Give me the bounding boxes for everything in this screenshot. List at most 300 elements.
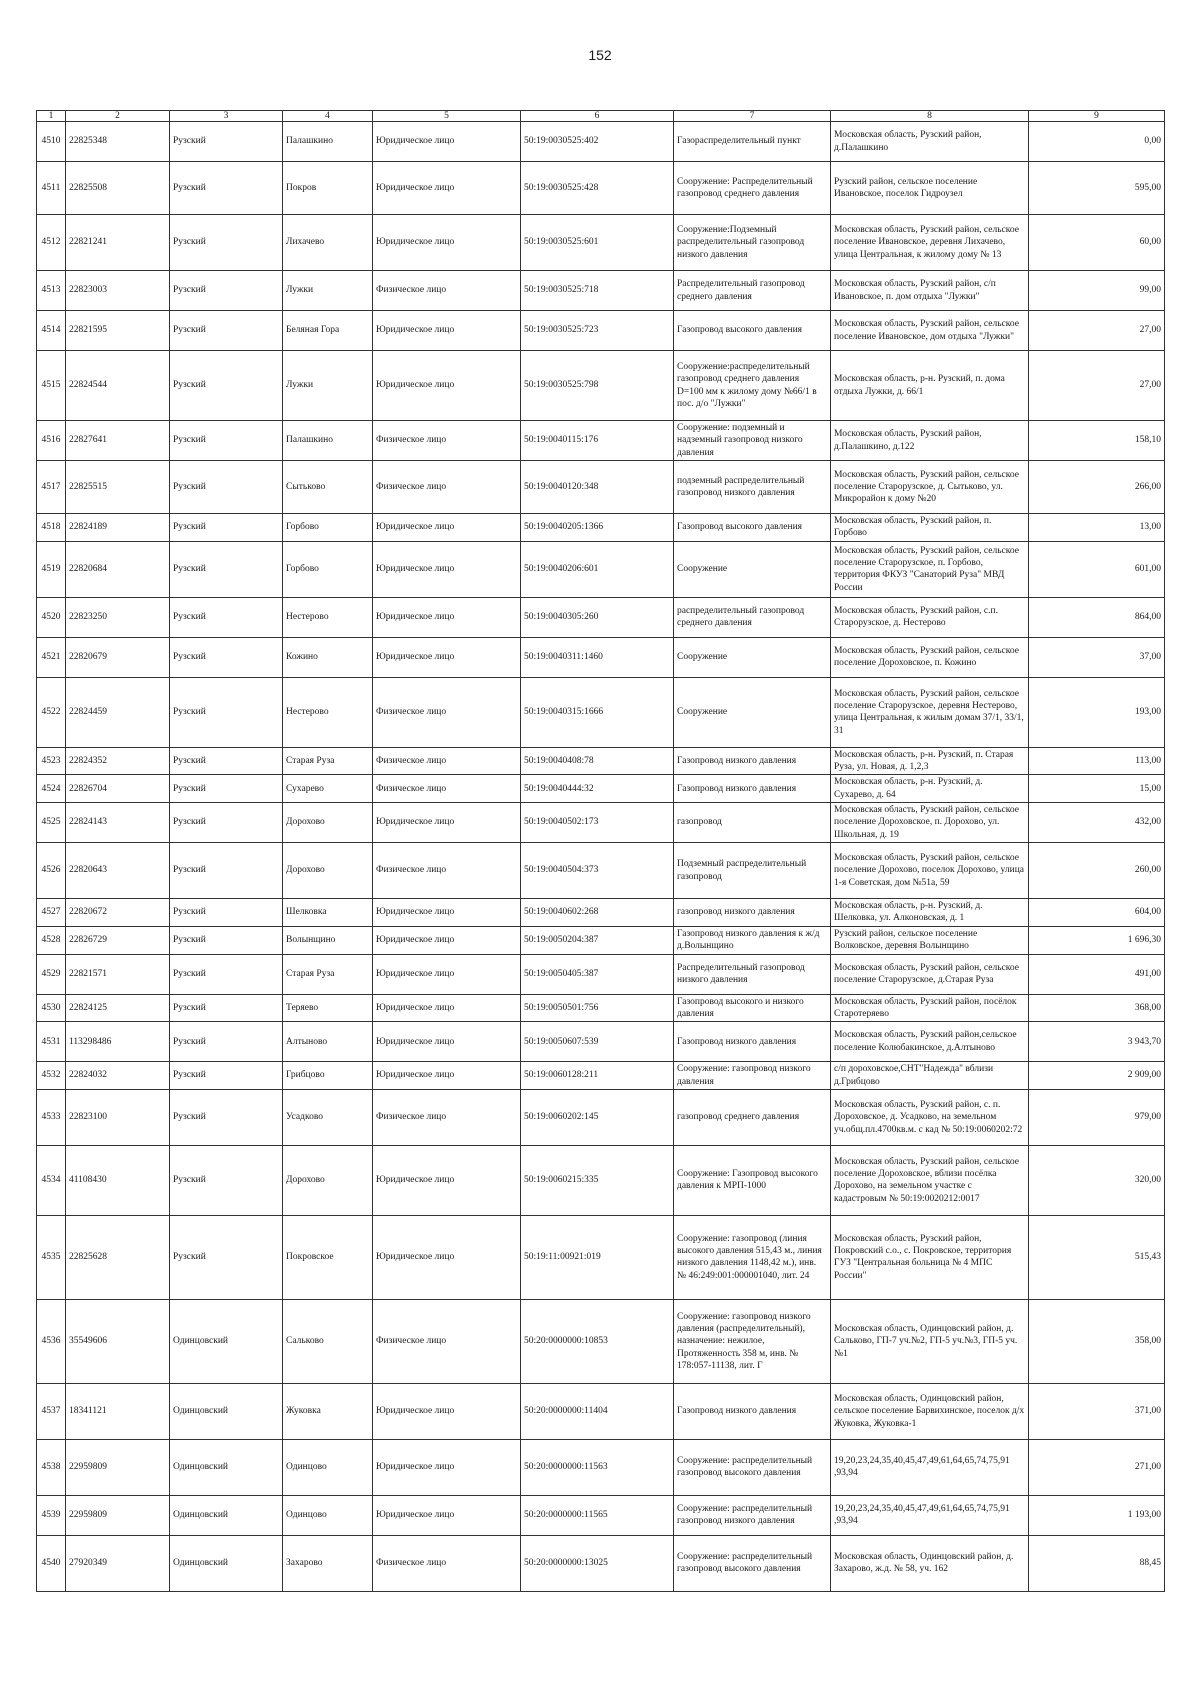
table-row — [37, 803, 1165, 843]
address-cell: Московская область, Рузский район, посёлок Старотеряево — [831, 994, 1029, 1022]
district-cell: Рузский — [170, 215, 283, 271]
district-cell: Рузский — [170, 899, 283, 927]
cadastral-number-cell: 50:19:0040602:268 — [521, 899, 674, 927]
table-row — [37, 1022, 1165, 1062]
address-cell: Московская область, Одинцовский район, д. Сальково, ГП-7 уч.№2, ГП-5 уч.№3, ГП-5 уч.№1 — [831, 1299, 1029, 1383]
table-row — [37, 843, 1165, 899]
owner-type-cell: Физическое лицо — [373, 461, 521, 514]
district-cell: Рузский — [170, 162, 283, 215]
table-row — [37, 351, 1165, 421]
row-number-cell: 4516 — [37, 421, 66, 461]
locality-cell: Нестерово — [283, 677, 373, 747]
district-cell: Рузский — [170, 994, 283, 1022]
cadastral-number-cell: 50:19:0030525:718 — [521, 271, 674, 311]
page-number: 152 — [588, 47, 612, 63]
length-cell: 3 943,70 — [1029, 1022, 1165, 1062]
cadastral-number-cell: 50:19:0040206:601 — [521, 541, 674, 597]
row-number-cell: 4511 — [37, 162, 66, 215]
length-cell: 368,00 — [1029, 994, 1165, 1022]
district-cell: Одинцовский — [170, 1383, 283, 1439]
owner-type-cell: Юридическое лицо — [373, 215, 521, 271]
owner-type-cell: Физическое лицо — [373, 775, 521, 803]
address-cell: Московская область, Рузский район, сельское поселение Старорузское, д. Сытьково, ул. Микрорайон к дому №20 — [831, 461, 1029, 514]
length-cell: 358,00 — [1029, 1299, 1165, 1383]
object-id-cell: 22823250 — [66, 597, 170, 637]
cadastral-number-cell: 50:19:0030525:723 — [521, 311, 674, 351]
object-id-cell: 22823003 — [66, 271, 170, 311]
locality-cell: Дорохово — [283, 1145, 373, 1215]
locality-cell: Нестерово — [283, 597, 373, 637]
owner-type-cell: Юридическое лицо — [373, 541, 521, 597]
column-number: 2 — [66, 111, 170, 122]
object-description-cell: Газопровод низкого давления — [674, 747, 831, 775]
cadastral-number-cell: 50:19:0040444:32 — [521, 775, 674, 803]
owner-type-cell: Юридическое лицо — [373, 954, 521, 994]
object-id-cell: 35549606 — [66, 1299, 170, 1383]
object-description-cell: Распределительный газопровод среднего давления — [674, 271, 831, 311]
length-cell: 864,00 — [1029, 597, 1165, 637]
object-description-cell: Сооружение: распределительный газопровод высокого давления — [674, 1439, 831, 1495]
owner-type-cell: Юридическое лицо — [373, 926, 521, 954]
length-cell: 266,00 — [1029, 461, 1165, 514]
locality-cell: Теряево — [283, 994, 373, 1022]
address-cell: Московская область, Рузский район, д.Палашкино, д.122 — [831, 421, 1029, 461]
address-cell: Московская область, Рузский район, с.п. Старорузское, д. Нестерово — [831, 597, 1029, 637]
table-row — [37, 162, 1165, 215]
district-cell: Рузский — [170, 843, 283, 899]
owner-type-cell: Физическое лицо — [373, 421, 521, 461]
address-cell: Московская область, Одинцовский район, сельское поселение Барвихинское, поселок д/х Жуковка, Жуковка-1 — [831, 1383, 1029, 1439]
object-description-cell: Газопровод низкого давления — [674, 1022, 831, 1062]
object-description-cell: Сооружение — [674, 541, 831, 597]
cadastral-number-cell: 50:20:0000000:13025 — [521, 1535, 674, 1591]
district-cell: Рузский — [170, 954, 283, 994]
table-row — [37, 514, 1165, 542]
object-description-cell: Газопровод низкого давления — [674, 775, 831, 803]
address-cell: Московская область, Рузский район, д.Палашкино — [831, 122, 1029, 162]
row-number-cell: 4520 — [37, 597, 66, 637]
row-number-cell: 4528 — [37, 926, 66, 954]
locality-cell: Одинцово — [283, 1495, 373, 1535]
row-number-cell: 4517 — [37, 461, 66, 514]
row-number-cell: 4540 — [37, 1535, 66, 1591]
address-cell: Московская область, Рузский район, п. Горбово — [831, 514, 1029, 542]
length-cell: 1 193,00 — [1029, 1495, 1165, 1535]
column-number: 6 — [521, 111, 674, 122]
object-id-cell: 22821595 — [66, 311, 170, 351]
locality-cell: Жуковка — [283, 1383, 373, 1439]
length-cell: 601,00 — [1029, 541, 1165, 597]
cadastral-number-cell: 50:19:0040120:348 — [521, 461, 674, 514]
district-cell: Рузский — [170, 461, 283, 514]
address-cell: Московская область, Рузский район, сельское поселение Дороховское, п. Кожино — [831, 637, 1029, 677]
length-cell: 979,00 — [1029, 1089, 1165, 1145]
table-row — [37, 677, 1165, 747]
address-cell: Московская область, Рузский район, сельское поселение Дороховское, вблизи посёлка Дорохово, на земельном участке с кадастровым № 50:19:0020212:0017 — [831, 1145, 1029, 1215]
district-cell: Рузский — [170, 747, 283, 775]
table-row — [37, 1145, 1165, 1215]
cadastral-number-cell: 50:19:0050204:387 — [521, 926, 674, 954]
row-number-cell: 4519 — [37, 541, 66, 597]
address-cell: Рузский район, сельское поселение Волковское, деревня Волынщино — [831, 926, 1029, 954]
row-number-cell: 4524 — [37, 775, 66, 803]
object-id-cell: 22825508 — [66, 162, 170, 215]
owner-type-cell: Юридическое лицо — [373, 122, 521, 162]
object-description-cell: Сооружение:Подземный распределительный газопровод низкого давления — [674, 215, 831, 271]
district-cell: Одинцовский — [170, 1299, 283, 1383]
table-row — [37, 775, 1165, 803]
cadastral-number-cell: 50:19:0040305:260 — [521, 597, 674, 637]
cadastral-number-cell: 50:19:0040408:78 — [521, 747, 674, 775]
row-number-cell: 4527 — [37, 899, 66, 927]
length-cell: 260,00 — [1029, 843, 1165, 899]
length-cell: 515,43 — [1029, 1215, 1165, 1299]
length-cell: 99,00 — [1029, 271, 1165, 311]
address-cell: Московская область, Рузский район,сельское поселение Колюбакинское, д.Алтыново — [831, 1022, 1029, 1062]
row-number-cell: 4539 — [37, 1495, 66, 1535]
column-number: 8 — [831, 111, 1029, 122]
address-cell: Московская область, Рузский район, с/п Ивановское, п. дом отдыха "Лужки" — [831, 271, 1029, 311]
row-number-cell: 4523 — [37, 747, 66, 775]
district-cell: Рузский — [170, 637, 283, 677]
district-cell: Рузский — [170, 351, 283, 421]
address-cell: Московская область, Рузский район, сельское поселение Старорузское, п. Горбово, территория ФКУЗ "Санаторий Руза" МВД России — [831, 541, 1029, 597]
length-cell: 193,00 — [1029, 677, 1165, 747]
address-cell: Московская область, Рузский район, сельское поселение Дорохово, поселок Дорохово, улица 1-я Советская, дом №51а, 59 — [831, 843, 1029, 899]
row-number-cell: 4518 — [37, 514, 66, 542]
table-row — [37, 541, 1165, 597]
length-cell: 60,00 — [1029, 215, 1165, 271]
table-row — [37, 994, 1165, 1022]
cadastral-number-cell: 50:20:0000000:10853 — [521, 1299, 674, 1383]
district-cell: Рузский — [170, 122, 283, 162]
object-id-cell: 22824459 — [66, 677, 170, 747]
table-row — [37, 1439, 1165, 1495]
locality-cell: Дорохово — [283, 843, 373, 899]
object-description-cell: Сооружение: распределительный газопровод низкого давления — [674, 1495, 831, 1535]
object-description-cell: Газопровод низкого давления — [674, 1383, 831, 1439]
locality-cell: Старая Руза — [283, 954, 373, 994]
length-cell: 13,00 — [1029, 514, 1165, 542]
address-cell: Московская область, р-н. Рузский, д. Сухарево, д. 64 — [831, 775, 1029, 803]
length-cell: 271,00 — [1029, 1439, 1165, 1495]
locality-cell: Сытьково — [283, 461, 373, 514]
owner-type-cell: Юридическое лицо — [373, 162, 521, 215]
locality-cell: Палашкино — [283, 421, 373, 461]
locality-cell: Беляная Гора — [283, 311, 373, 351]
length-cell: 37,00 — [1029, 637, 1165, 677]
object-id-cell: 22824544 — [66, 351, 170, 421]
address-cell: Московская область, Рузский район, сельское поселение Старорузское, д.Старая Руза — [831, 954, 1029, 994]
row-number-cell: 4532 — [37, 1062, 66, 1090]
object-id-cell: 22821241 — [66, 215, 170, 271]
object-id-cell: 22959809 — [66, 1439, 170, 1495]
object-description-cell: Распределительный газопровод низкого давления — [674, 954, 831, 994]
row-number-cell: 4535 — [37, 1215, 66, 1299]
table-row — [37, 1089, 1165, 1145]
district-cell: Рузский — [170, 1145, 283, 1215]
locality-cell: Захарово — [283, 1535, 373, 1591]
owner-type-cell: Юридическое лицо — [373, 1022, 521, 1062]
address-cell: Московская область, Рузский район, сельское поселение Ивановское, дом отдыха "Лужки" — [831, 311, 1029, 351]
column-number: 4 — [283, 111, 373, 122]
table-row — [37, 597, 1165, 637]
object-id-cell: 22826729 — [66, 926, 170, 954]
cadastral-number-cell: 50:19:0040502:173 — [521, 803, 674, 843]
object-description-cell: Газопровод низкого давления к ж/д д.Волынщино — [674, 926, 831, 954]
object-id-cell: 22824125 — [66, 994, 170, 1022]
table-row — [37, 1215, 1165, 1299]
cadastral-number-cell: 50:20:0000000:11404 — [521, 1383, 674, 1439]
object-id-cell: 22825515 — [66, 461, 170, 514]
owner-type-cell: Юридическое лицо — [373, 1062, 521, 1090]
locality-cell: Кожино — [283, 637, 373, 677]
address-cell: с/п дороховское,СНТ"Надежда" вблизи д.Грибцово — [831, 1062, 1029, 1090]
owner-type-cell: Юридическое лицо — [373, 1495, 521, 1535]
locality-cell: Волынщино — [283, 926, 373, 954]
object-id-cell: 22820643 — [66, 843, 170, 899]
object-description-cell: Газопровод высокого давления — [674, 514, 831, 542]
length-cell: 1 696,30 — [1029, 926, 1165, 954]
row-number-cell: 4525 — [37, 803, 66, 843]
table-row — [37, 271, 1165, 311]
row-number-cell: 4521 — [37, 637, 66, 677]
length-cell: 320,00 — [1029, 1145, 1165, 1215]
row-number-cell: 4534 — [37, 1145, 66, 1215]
owner-type-cell: Юридическое лицо — [373, 597, 521, 637]
object-description-cell: Сооружение — [674, 677, 831, 747]
cadastral-number-cell: 50:19:0060128:211 — [521, 1062, 674, 1090]
row-number-cell: 4510 — [37, 122, 66, 162]
column-number: 5 — [373, 111, 521, 122]
district-cell: Рузский — [170, 514, 283, 542]
locality-cell: Горбово — [283, 541, 373, 597]
address-cell: Московская область, Рузский район, сельское поселение Старорузское, деревня Нестерово, улица Центральная, к жилым домам 37/1, 33/1, 31 — [831, 677, 1029, 747]
locality-cell: Лихачево — [283, 215, 373, 271]
object-description-cell: Сооружение: подземный и надземный газопровод низкого давления — [674, 421, 831, 461]
address-cell: Московская область, Рузский район, сельское поселение Дороховское, п. Дорохово, ул. Школьная, д. 19 — [831, 803, 1029, 843]
district-cell: Рузский — [170, 541, 283, 597]
column-number: 7 — [674, 111, 831, 122]
length-cell: 432,00 — [1029, 803, 1165, 843]
cadastral-number-cell: 50:19:11:00921:019 — [521, 1215, 674, 1299]
cadastral-number-cell: 50:19:0050405:387 — [521, 954, 674, 994]
object-description-cell: Сооружение: Газопровод высокого давления к МРП-1000 — [674, 1145, 831, 1215]
row-number-cell: 4538 — [37, 1439, 66, 1495]
table-row — [37, 1495, 1165, 1535]
locality-cell: Лужки — [283, 351, 373, 421]
address-cell: Московская область, р-н. Рузский, д. Шелковка, ул. Алконовская, д. 1 — [831, 899, 1029, 927]
district-cell: Рузский — [170, 1062, 283, 1090]
cadastral-number-cell: 50:19:0040311:1460 — [521, 637, 674, 677]
object-description-cell: Сооружение:распределительный газопровод среднего давления D=100 мм к жилому дому №66/1 в пос. д/о "Лужки" — [674, 351, 831, 421]
object-description-cell: газопровод среднего давления — [674, 1089, 831, 1145]
row-number-cell: 4529 — [37, 954, 66, 994]
locality-cell: Усадково — [283, 1089, 373, 1145]
object-description-cell: газопровод низкого давления — [674, 899, 831, 927]
owner-type-cell: Физическое лицо — [373, 271, 521, 311]
object-id-cell: 41108430 — [66, 1145, 170, 1215]
address-cell: 19,20,23,24,35,40,45,47,49,61,64,65,74,75,91 ,93,94 — [831, 1495, 1029, 1535]
table-row — [37, 311, 1165, 351]
owner-type-cell: Юридическое лицо — [373, 1145, 521, 1215]
district-cell: Рузский — [170, 803, 283, 843]
cadastral-number-cell: 50:19:0040315:1666 — [521, 677, 674, 747]
district-cell: Одинцовский — [170, 1439, 283, 1495]
object-id-cell: 22827641 — [66, 421, 170, 461]
row-number-cell: 4531 — [37, 1022, 66, 1062]
table-row — [37, 1062, 1165, 1090]
locality-cell: Горбово — [283, 514, 373, 542]
owner-type-cell: Физическое лицо — [373, 1299, 521, 1383]
district-cell: Рузский — [170, 1089, 283, 1145]
address-cell: Московская область, Рузский район, сельское поселение Ивановское, деревня Лихачево, улица Центральная, к жилому дому № 13 — [831, 215, 1029, 271]
row-number-cell: 4537 — [37, 1383, 66, 1439]
object-id-cell: 22825628 — [66, 1215, 170, 1299]
owner-type-cell: Физическое лицо — [373, 1089, 521, 1145]
object-id-cell: 18341121 — [66, 1383, 170, 1439]
object-id-cell: 22824189 — [66, 514, 170, 542]
length-cell: 158,10 — [1029, 421, 1165, 461]
object-description-cell: Сооружение: Распределительный газопровод среднего давления — [674, 162, 831, 215]
owner-type-cell: Юридическое лицо — [373, 1383, 521, 1439]
table-row — [37, 215, 1165, 271]
cadastral-number-cell: 50:20:0000000:11563 — [521, 1439, 674, 1495]
object-id-cell: 22820679 — [66, 637, 170, 677]
object-id-cell: 22823100 — [66, 1089, 170, 1145]
cadastral-number-cell: 50:20:0000000:11565 — [521, 1495, 674, 1535]
locality-cell: Сальково — [283, 1299, 373, 1383]
district-cell: Рузский — [170, 597, 283, 637]
table-body — [37, 111, 1165, 1592]
locality-cell: Сухарево — [283, 775, 373, 803]
object-description-cell: Сооружение — [674, 637, 831, 677]
cadastral-number-cell: 50:19:0060202:145 — [521, 1089, 674, 1145]
row-number-cell: 4526 — [37, 843, 66, 899]
owner-type-cell: Физическое лицо — [373, 677, 521, 747]
owner-type-cell: Физическое лицо — [373, 747, 521, 775]
object-id-cell: 22820684 — [66, 541, 170, 597]
length-cell: 2 909,00 — [1029, 1062, 1165, 1090]
cadastral-number-cell: 50:19:0060215:335 — [521, 1145, 674, 1215]
object-description-cell: Подземный распределительный газопровод — [674, 843, 831, 899]
owner-type-cell: Юридическое лицо — [373, 994, 521, 1022]
locality-cell: Дорохово — [283, 803, 373, 843]
object-id-cell: 27920349 — [66, 1535, 170, 1591]
district-cell: Рузский — [170, 926, 283, 954]
locality-cell: Покровское — [283, 1215, 373, 1299]
table-row — [37, 747, 1165, 775]
column-number: 3 — [170, 111, 283, 122]
district-cell: Рузский — [170, 677, 283, 747]
locality-cell: Палашкино — [283, 122, 373, 162]
object-description-cell: Газопровод высокого давления — [674, 311, 831, 351]
district-cell: Рузский — [170, 311, 283, 351]
locality-cell: Старая Руза — [283, 747, 373, 775]
length-cell: 491,00 — [1029, 954, 1165, 994]
row-number-cell: 4513 — [37, 271, 66, 311]
address-cell: Рузский район, сельское поселение Ивановское, поселок Гидроузел — [831, 162, 1029, 215]
owner-type-cell: Юридическое лицо — [373, 514, 521, 542]
cadastral-number-cell: 50:19:0050607:539 — [521, 1022, 674, 1062]
object-description-cell: Сооружение: распределительный газопровод высокого давления — [674, 1535, 831, 1591]
object-id-cell: 22820672 — [66, 899, 170, 927]
table-row — [37, 1383, 1165, 1439]
address-cell: Московская область, р-н. Рузский, п. дома отдыха Лужки, д. 66/1 — [831, 351, 1029, 421]
object-description-cell: Газопровод высокого и низкого давления — [674, 994, 831, 1022]
owner-type-cell: Юридическое лицо — [373, 803, 521, 843]
address-cell: Московская область, Одинцовский район, д. Захарово, ж.д. № 58, уч. 162 — [831, 1535, 1029, 1591]
address-cell: Московская область, Рузский район, Покровский с.о., с. Покровское, территория ГУЗ "Центральная больница № 4 МПС России" — [831, 1215, 1029, 1299]
table-row — [37, 122, 1165, 162]
owner-type-cell: Физическое лицо — [373, 1535, 521, 1591]
row-number-cell: 4522 — [37, 677, 66, 747]
address-cell: Московская область, Рузский район, с. п. Дороховское, д. Усадково, на земельном уч.общ.пл.4700кв.м. с кад № 50:19:0060202:72 — [831, 1089, 1029, 1145]
district-cell: Одинцовский — [170, 1495, 283, 1535]
object-description-cell: Газораспределительный пункт — [674, 122, 831, 162]
row-number-cell: 4514 — [37, 311, 66, 351]
length-cell: 371,00 — [1029, 1383, 1165, 1439]
table-row — [37, 421, 1165, 461]
cadastral-number-cell: 50:19:0030525:601 — [521, 215, 674, 271]
district-cell: Рузский — [170, 1022, 283, 1062]
length-cell: 27,00 — [1029, 311, 1165, 351]
object-id-cell: 22821571 — [66, 954, 170, 994]
row-number-cell: 4536 — [37, 1299, 66, 1383]
table-row — [37, 461, 1165, 514]
cadastral-number-cell: 50:19:0030525:798 — [521, 351, 674, 421]
column-number: 1 — [37, 111, 66, 122]
locality-cell: Лужки — [283, 271, 373, 311]
object-id-cell: 22824032 — [66, 1062, 170, 1090]
length-cell: 88,45 — [1029, 1535, 1165, 1591]
owner-type-cell: Юридическое лицо — [373, 1439, 521, 1495]
locality-cell: Грибцово — [283, 1062, 373, 1090]
owner-type-cell: Юридическое лицо — [373, 1215, 521, 1299]
length-cell: 595,00 — [1029, 162, 1165, 215]
cadastral-number-cell: 50:19:0040115:176 — [521, 421, 674, 461]
row-number-cell: 4530 — [37, 994, 66, 1022]
object-id-cell: 22824352 — [66, 747, 170, 775]
district-cell: Рузский — [170, 271, 283, 311]
object-id-cell: 22959809 — [66, 1495, 170, 1535]
cadastral-number-cell: 50:19:0030525:428 — [521, 162, 674, 215]
table-row — [37, 954, 1165, 994]
owner-type-cell: Юридическое лицо — [373, 351, 521, 421]
owner-type-cell: Юридическое лицо — [373, 899, 521, 927]
object-description-cell: распределительный газопровод среднего давления — [674, 597, 831, 637]
locality-cell: Шелковка — [283, 899, 373, 927]
owner-type-cell: Юридическое лицо — [373, 637, 521, 677]
table-row — [37, 1299, 1165, 1383]
length-cell: 15,00 — [1029, 775, 1165, 803]
length-cell: 113,00 — [1029, 747, 1165, 775]
district-cell: Рузский — [170, 421, 283, 461]
district-cell: Одинцовский — [170, 1535, 283, 1591]
object-description-cell: Сооружение: газопровод низкого давления — [674, 1062, 831, 1090]
object-description-cell: подземный распределительный газопровод низкого давления — [674, 461, 831, 514]
object-description-cell: газопровод — [674, 803, 831, 843]
length-cell: 0,00 — [1029, 122, 1165, 162]
address-cell: Московская область, р-н. Рузский, п. Старая Руза, ул. Новая, д. 1,2,3 — [831, 747, 1029, 775]
table-row — [37, 899, 1165, 927]
locality-cell: Алтыново — [283, 1022, 373, 1062]
length-cell: 604,00 — [1029, 899, 1165, 927]
object-id-cell: 22826704 — [66, 775, 170, 803]
object-id-cell: 113298486 — [66, 1022, 170, 1062]
table-row — [37, 1535, 1165, 1591]
object-id-cell: 22824143 — [66, 803, 170, 843]
